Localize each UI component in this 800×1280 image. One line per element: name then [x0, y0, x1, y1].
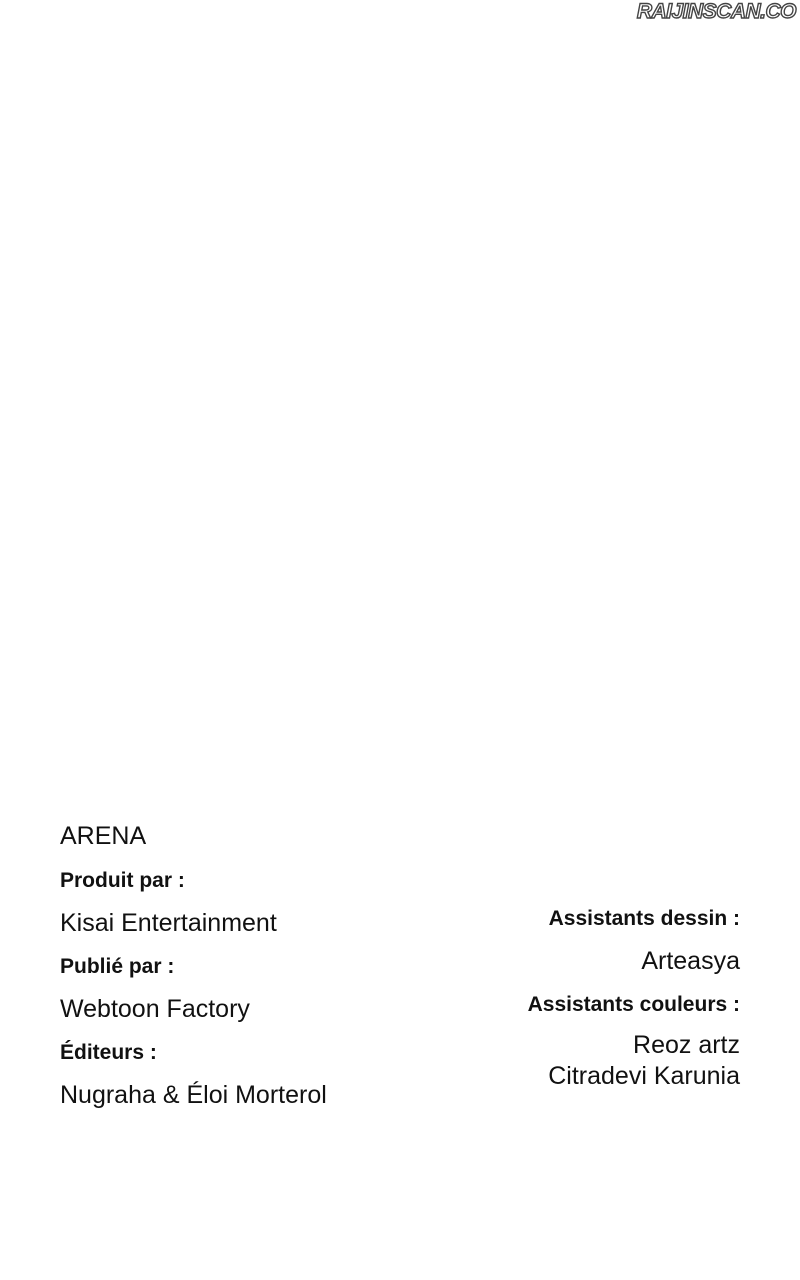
color-assistants-label: Assistants couleurs : [527, 993, 740, 1016]
series-title: ARENA [60, 822, 147, 850]
drawing-assistants-value: Arteasya [641, 947, 740, 975]
color-assistant-name: Citradevi Karunia [548, 1062, 740, 1090]
produced-by-value: Kisai Entertainment [60, 909, 277, 937]
color-assistant-name: Reoz artz [633, 1031, 740, 1059]
site-watermark: RAIJINSCAN.CO [636, 0, 796, 23]
produced-by-label: Produit par : [60, 869, 185, 892]
drawing-assistants-label: Assistants dessin : [548, 907, 740, 930]
credits-left-column [60, 818, 440, 1124]
published-by-value: Webtoon Factory [60, 995, 250, 1023]
editors-label: Éditeurs : [60, 1041, 157, 1064]
color-assistants-list [440, 1030, 740, 1092]
credits-right-column [440, 904, 740, 1092]
published-by-label: Publié par : [60, 955, 175, 978]
editors-value: Nugraha & Éloi Morterol [60, 1081, 327, 1109]
